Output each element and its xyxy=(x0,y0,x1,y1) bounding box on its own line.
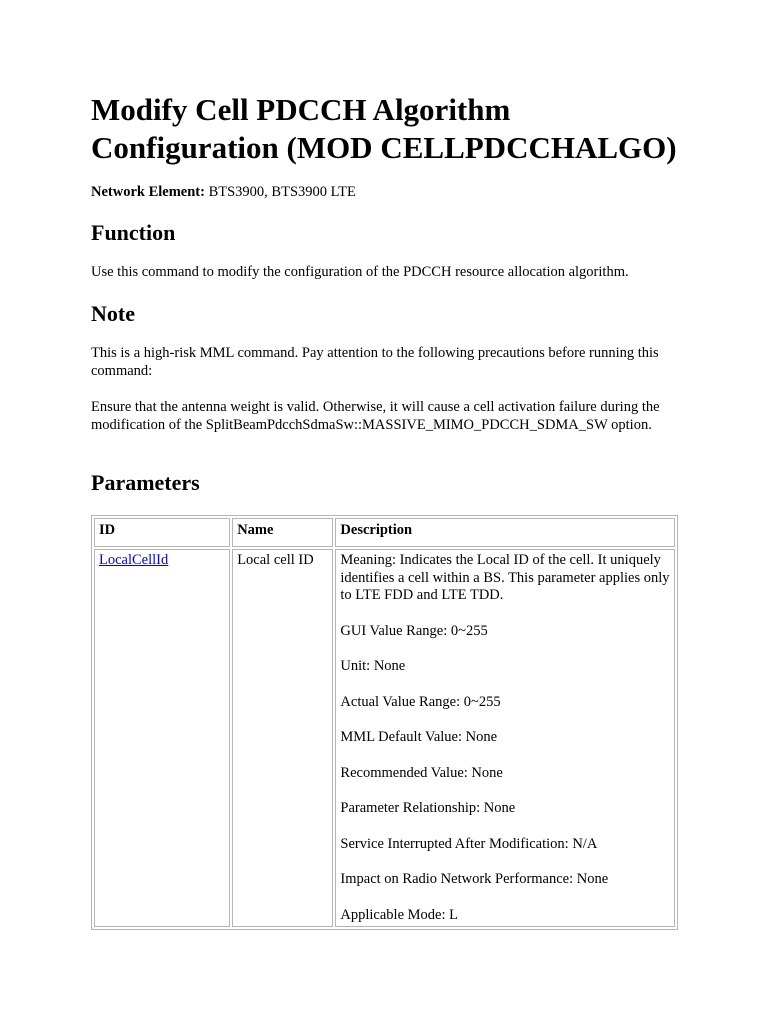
page-title: Modify Cell PDCCH Algorithm Configuration (MOD CELLPDCCHALGO) xyxy=(91,92,677,165)
function-text: Use this command to modify the configuration of the PDCCH resource allocation algorithm. xyxy=(91,264,629,280)
description-meaning: Meaning: Indicates the Local ID of the cell. It uniquely identifies a cell within a BS. This parameter applies only to LTE FDD and LTE TDD. xyxy=(340,552,670,603)
table-header-row xyxy=(94,518,675,547)
local-cell-id-link[interactable]: LocalCellId xyxy=(99,552,169,568)
column-header-name: Name xyxy=(232,518,333,547)
description-parameter-relationship: Parameter Relationship: None xyxy=(340,800,516,816)
note-paragraph-2: Ensure that the antenna weight is valid. Otherwise, it will cause a cell activation failure during the modification of the SplitBeamPdcchSdmaSw::MASSIVE_MIMO_PDCCH_SDMA_SW option. xyxy=(91,399,660,433)
description-gui-value-range: GUI Value Range: 0~255 xyxy=(340,622,488,639)
description-unit: Unit: None xyxy=(340,658,406,674)
description-mml-default-value: MML Default Value: None xyxy=(340,729,498,745)
function-heading: Function xyxy=(91,220,176,245)
description-service-interrupted: Service Interrupted After Modification: N/A xyxy=(340,835,598,852)
column-header-description: Description xyxy=(335,518,675,547)
cell-name: Local cell ID xyxy=(232,549,333,927)
table-row xyxy=(94,549,675,927)
cell-id xyxy=(94,549,230,927)
network-element-line xyxy=(91,183,356,201)
network-element-value: BTS3900, BTS3900 LTE xyxy=(204,184,356,200)
network-element-label: Network Element: xyxy=(91,184,205,200)
description-applicable-mode: Applicable Mode: L xyxy=(340,906,458,923)
note-heading: Note xyxy=(91,301,135,326)
description-recommended-value: Recommended Value: None xyxy=(340,764,503,781)
column-header-id: ID xyxy=(94,518,230,547)
parameters-heading: Parameters xyxy=(91,470,200,495)
note-paragraph-1: This is a high-risk MML command. Pay attention to the following precautions before running this command: xyxy=(91,345,659,379)
parameters-table xyxy=(91,515,678,930)
description-impact-on-performance: Impact on Radio Network Performance: None xyxy=(340,871,609,887)
description-actual-value-range: Actual Value Range: 0~255 xyxy=(340,693,501,710)
cell-description xyxy=(335,549,675,927)
